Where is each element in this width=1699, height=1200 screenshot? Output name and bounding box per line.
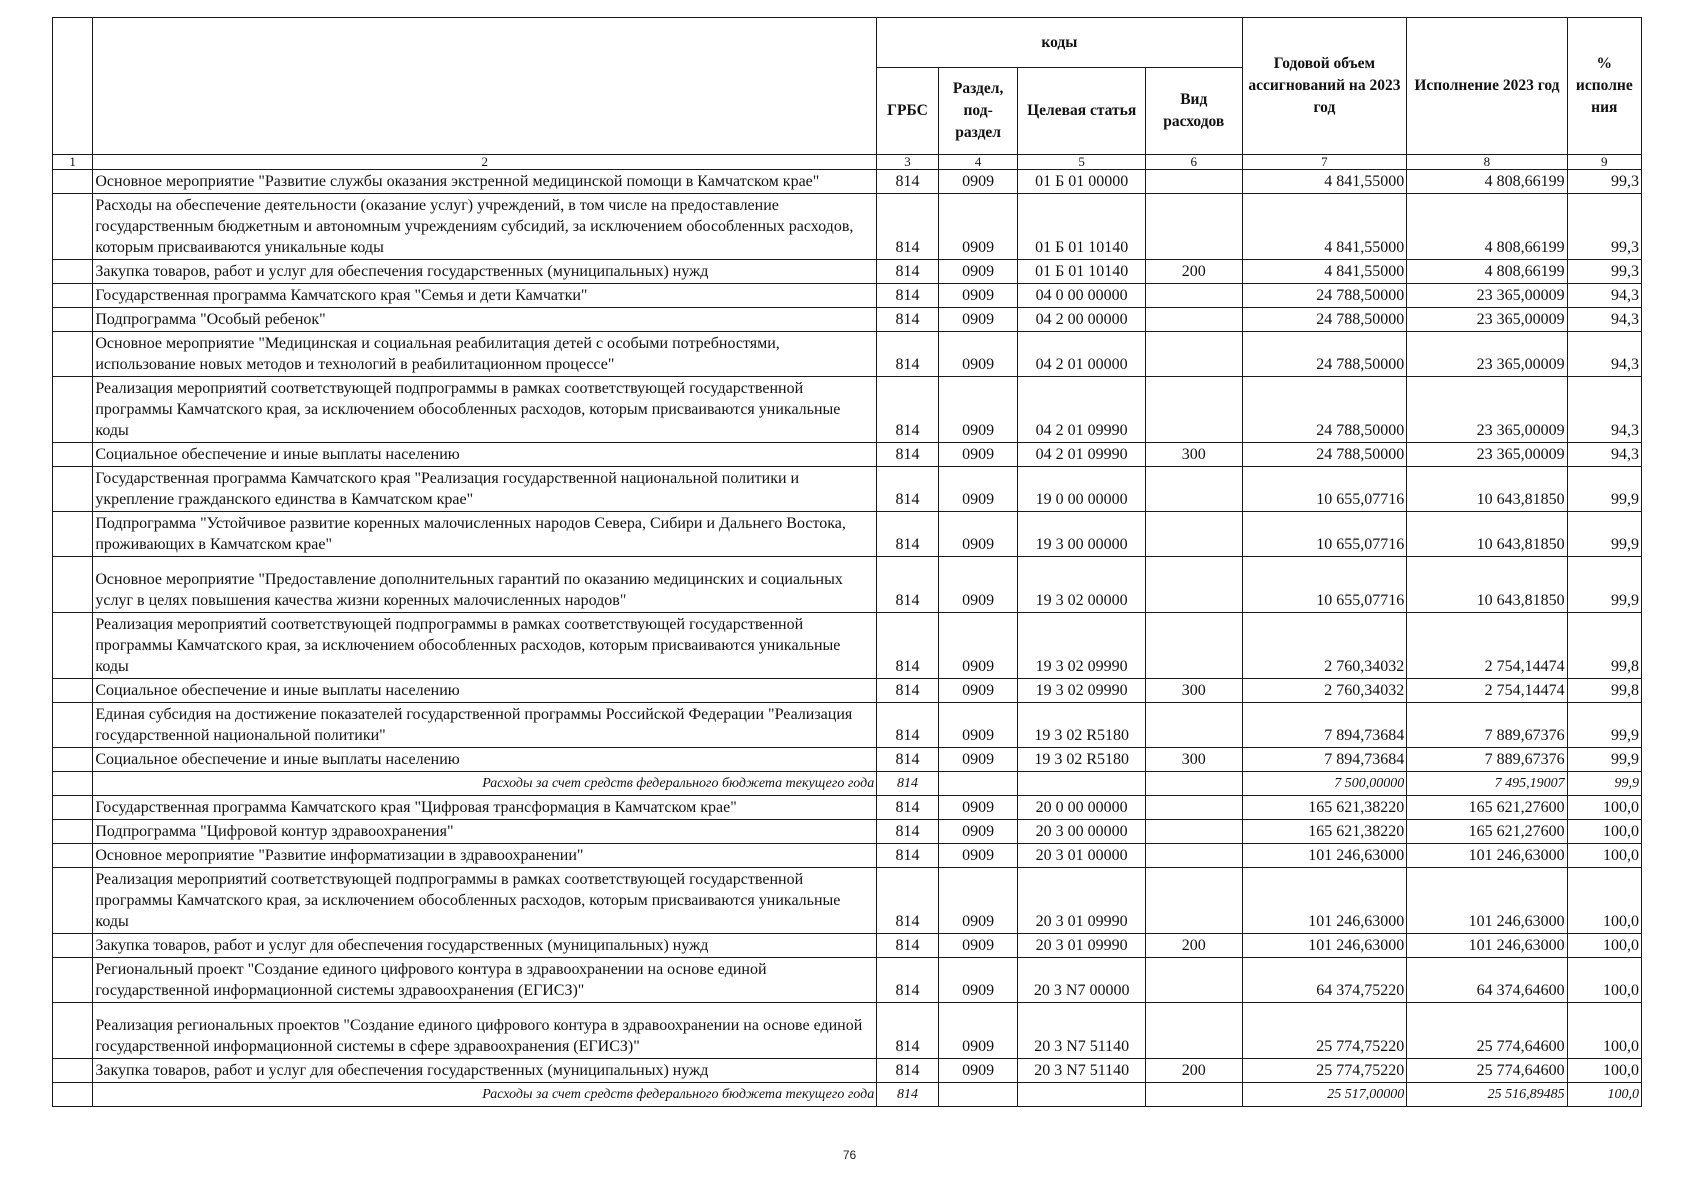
cell-annual-amount: 2 760,34032 bbox=[1242, 679, 1407, 703]
table-body bbox=[53, 170, 1642, 1107]
cell-percent: 100,0 bbox=[1567, 958, 1641, 1003]
cell-percent: 99,3 bbox=[1567, 170, 1641, 194]
cell-execution-amount: 25 774,64600 bbox=[1407, 1059, 1567, 1083]
cell-razdel: 0909 bbox=[938, 377, 1018, 443]
cell-annual-amount: 25 774,75220 bbox=[1242, 1059, 1407, 1083]
cell-name: Государственная программа Камчатского края "Семья и дети Камчатки" bbox=[93, 284, 877, 308]
cell-expense-type: 300 bbox=[1145, 679, 1242, 703]
cell-target-article: 19 3 00 00000 bbox=[1018, 512, 1145, 557]
cell-execution-amount: 23 365,00009 bbox=[1407, 443, 1567, 467]
table-row bbox=[53, 679, 1642, 703]
col-num: 1 bbox=[53, 155, 93, 170]
cell-percent: 99,8 bbox=[1567, 613, 1641, 679]
cell-target-article: 19 3 02 R5180 bbox=[1018, 703, 1145, 748]
cell-annual-amount: 2 760,34032 bbox=[1242, 613, 1407, 679]
table-row bbox=[53, 194, 1642, 260]
cell-grbs: 814 bbox=[877, 332, 939, 377]
cell-execution-amount: 4 808,66199 bbox=[1407, 194, 1567, 260]
cell-name: Региональный проект "Создание единого цифрового контура в здравоохранении на основе единой государственной информационной системы здравоохранения (ЕГИСЗ)" bbox=[93, 958, 877, 1003]
cell-index bbox=[53, 820, 93, 844]
cell-target-article: 20 3 00 00000 bbox=[1018, 820, 1145, 844]
cell-annual-amount: 10 655,07716 bbox=[1242, 512, 1407, 557]
header-razdel: Раздел, под-раздел bbox=[938, 68, 1018, 155]
cell-target-article: 19 0 00 00000 bbox=[1018, 467, 1145, 512]
cell-index bbox=[53, 260, 93, 284]
cell-index bbox=[53, 613, 93, 679]
cell-grbs: 814 bbox=[877, 613, 939, 679]
cell-percent: 99,9 bbox=[1567, 512, 1641, 557]
cell-name: Социальное обеспечение и иные выплаты населению bbox=[93, 679, 877, 703]
table-row bbox=[53, 613, 1642, 679]
table-row bbox=[53, 377, 1642, 443]
cell-razdel: 0909 bbox=[938, 467, 1018, 512]
cell-razdel: 0909 bbox=[938, 748, 1018, 772]
cell-execution-amount: 25 516,89485 bbox=[1407, 1083, 1567, 1107]
header-blank-1 bbox=[53, 18, 93, 155]
cell-target-article: 19 3 02 00000 bbox=[1018, 557, 1145, 613]
cell-index bbox=[53, 844, 93, 868]
cell-target-article: 20 3 01 09990 bbox=[1018, 934, 1145, 958]
cell-expense-type: 200 bbox=[1145, 1059, 1242, 1083]
cell-expense-type bbox=[1145, 820, 1242, 844]
cell-name: Расходы на обеспечение деятельности (оказание услуг) учреждений, в том числе на предоставление государственным бюджетным и автономным учреждениям субсидий, за исключением обособленных расходов, которым присваиваются уникальные коды bbox=[93, 194, 877, 260]
cell-razdel: 0909 bbox=[938, 868, 1018, 934]
cell-expense-type bbox=[1145, 170, 1242, 194]
cell-annual-amount: 24 788,50000 bbox=[1242, 377, 1407, 443]
cell-target-article: 20 3 N7 51140 bbox=[1018, 1003, 1145, 1059]
cell-index bbox=[53, 170, 93, 194]
cell-annual-amount: 64 374,75220 bbox=[1242, 958, 1407, 1003]
cell-index bbox=[53, 308, 93, 332]
table-row bbox=[53, 772, 1642, 796]
cell-name: Реализация мероприятий соответствующей подпрограммы в рамках соответствующей государственной программы Камчатского края, за исключением обособленных расходов, которым присваиваются уникальные коды bbox=[93, 377, 877, 443]
cell-index bbox=[53, 1003, 93, 1059]
cell-annual-amount: 7 500,00000 bbox=[1242, 772, 1407, 796]
cell-razdel: 0909 bbox=[938, 796, 1018, 820]
cell-annual-amount: 10 655,07716 bbox=[1242, 557, 1407, 613]
table-row bbox=[53, 260, 1642, 284]
cell-grbs: 814 bbox=[877, 844, 939, 868]
col-num: 6 bbox=[1145, 155, 1242, 170]
cell-grbs: 814 bbox=[877, 958, 939, 1003]
cell-name: Государственная программа Камчатского края "Цифровая трансформация в Камчатском крае" bbox=[93, 796, 877, 820]
cell-razdel: 0909 bbox=[938, 260, 1018, 284]
cell-execution-amount: 2 754,14474 bbox=[1407, 613, 1567, 679]
cell-target-article: 20 3 01 09990 bbox=[1018, 868, 1145, 934]
cell-razdel: 0909 bbox=[938, 613, 1018, 679]
cell-expense-type: 200 bbox=[1145, 934, 1242, 958]
cell-razdel: 0909 bbox=[938, 844, 1018, 868]
table-row bbox=[53, 748, 1642, 772]
cell-target-article: 04 2 01 09990 bbox=[1018, 443, 1145, 467]
cell-execution-amount: 4 808,66199 bbox=[1407, 260, 1567, 284]
cell-percent: 99,9 bbox=[1567, 748, 1641, 772]
table-row bbox=[53, 820, 1642, 844]
cell-razdel: 0909 bbox=[938, 332, 1018, 377]
cell-expense-type bbox=[1145, 796, 1242, 820]
cell-execution-amount: 23 365,00009 bbox=[1407, 308, 1567, 332]
cell-name: Основное мероприятие "Медицинская и социальная реабилитация детей с особыми потребностями, использование новых методов и технологий в реабилитационном процессе" bbox=[93, 332, 877, 377]
header-blank-2 bbox=[93, 18, 877, 155]
cell-name: Расходы за счет средств федерального бюджета текущего года bbox=[93, 1083, 877, 1107]
cell-target-article bbox=[1018, 1083, 1145, 1107]
cell-target-article: 20 0 00 00000 bbox=[1018, 796, 1145, 820]
table-row bbox=[53, 284, 1642, 308]
table-row bbox=[53, 308, 1642, 332]
cell-razdel: 0909 bbox=[938, 1059, 1018, 1083]
cell-name: Основное мероприятие "Предоставление дополнительных гарантий по оказанию медицинских и социальных услуг в целях повышения качества жизни коренных малочисленных народов" bbox=[93, 557, 877, 613]
cell-percent: 99,3 bbox=[1567, 260, 1641, 284]
cell-target-article: 01 Б 01 10140 bbox=[1018, 260, 1145, 284]
header-percent: % исполне ния bbox=[1567, 18, 1641, 155]
cell-annual-amount: 25 774,75220 bbox=[1242, 1003, 1407, 1059]
cell-grbs: 814 bbox=[877, 868, 939, 934]
cell-razdel: 0909 bbox=[938, 679, 1018, 703]
table-row bbox=[53, 796, 1642, 820]
cell-razdel: 0909 bbox=[938, 1003, 1018, 1059]
cell-execution-amount: 165 621,27600 bbox=[1407, 796, 1567, 820]
cell-name: Социальное обеспечение и иные выплаты населению bbox=[93, 748, 877, 772]
cell-name: Закупка товаров, работ и услуг для обеспечения государственных (муниципальных) нужд bbox=[93, 260, 877, 284]
cell-annual-amount: 24 788,50000 bbox=[1242, 284, 1407, 308]
cell-execution-amount: 4 808,66199 bbox=[1407, 170, 1567, 194]
cell-grbs: 814 bbox=[877, 703, 939, 748]
cell-name: Подпрограмма "Цифровой контур здравоохранения" bbox=[93, 820, 877, 844]
cell-target-article: 20 3 N7 51140 bbox=[1018, 1059, 1145, 1083]
cell-annual-amount: 24 788,50000 bbox=[1242, 308, 1407, 332]
header-celevaya: Целевая статья bbox=[1018, 68, 1145, 155]
cell-grbs: 814 bbox=[877, 260, 939, 284]
cell-target-article: 04 2 00 00000 bbox=[1018, 308, 1145, 332]
table-row bbox=[53, 467, 1642, 512]
cell-execution-amount: 10 643,81850 bbox=[1407, 512, 1567, 557]
cell-target-article: 20 3 01 00000 bbox=[1018, 844, 1145, 868]
cell-execution-amount: 10 643,81850 bbox=[1407, 467, 1567, 512]
cell-grbs: 814 bbox=[877, 377, 939, 443]
cell-expense-type bbox=[1145, 308, 1242, 332]
cell-razdel: 0909 bbox=[938, 170, 1018, 194]
header-vid: Вид расходов bbox=[1145, 68, 1242, 155]
cell-execution-amount: 7 889,67376 bbox=[1407, 703, 1567, 748]
header-annual: Годовой объем ассигнований на 2023 год bbox=[1242, 18, 1407, 155]
budget-table-sheet bbox=[52, 17, 1642, 1107]
cell-percent: 99,9 bbox=[1567, 772, 1641, 796]
cell-percent: 99,3 bbox=[1567, 194, 1641, 260]
cell-annual-amount: 165 621,38220 bbox=[1242, 796, 1407, 820]
cell-execution-amount: 25 774,64600 bbox=[1407, 1003, 1567, 1059]
cell-name: Подпрограмма "Особый ребенок" bbox=[93, 308, 877, 332]
cell-percent: 99,9 bbox=[1567, 467, 1641, 512]
cell-name: Расходы за счет средств федерального бюджета текущего года bbox=[93, 772, 877, 796]
cell-expense-type bbox=[1145, 772, 1242, 796]
table-row bbox=[53, 958, 1642, 1003]
cell-name: Закупка товаров, работ и услуг для обеспечения государственных (муниципальных) нужд bbox=[93, 1059, 877, 1083]
cell-annual-amount: 4 841,55000 bbox=[1242, 170, 1407, 194]
header-codes: коды bbox=[877, 18, 1242, 68]
cell-index bbox=[53, 1083, 93, 1107]
cell-percent: 100,0 bbox=[1567, 820, 1641, 844]
table-row bbox=[53, 868, 1642, 934]
cell-annual-amount: 10 655,07716 bbox=[1242, 467, 1407, 512]
cell-razdel: 0909 bbox=[938, 703, 1018, 748]
cell-annual-amount: 25 517,00000 bbox=[1242, 1083, 1407, 1107]
cell-annual-amount: 101 246,63000 bbox=[1242, 844, 1407, 868]
cell-annual-amount: 7 894,73684 bbox=[1242, 748, 1407, 772]
cell-percent: 100,0 bbox=[1567, 1003, 1641, 1059]
cell-percent: 99,8 bbox=[1567, 679, 1641, 703]
cell-index bbox=[53, 194, 93, 260]
cell-percent: 94,3 bbox=[1567, 284, 1641, 308]
cell-percent: 100,0 bbox=[1567, 796, 1641, 820]
cell-grbs: 814 bbox=[877, 284, 939, 308]
cell-target-article: 04 2 01 00000 bbox=[1018, 332, 1145, 377]
cell-target-article: 20 3 N7 00000 bbox=[1018, 958, 1145, 1003]
cell-execution-amount: 2 754,14474 bbox=[1407, 679, 1567, 703]
cell-expense-type bbox=[1145, 703, 1242, 748]
cell-execution-amount: 64 374,64600 bbox=[1407, 958, 1567, 1003]
cell-execution-amount: 101 246,63000 bbox=[1407, 934, 1567, 958]
cell-name: Подпрограмма "Устойчивое развитие коренных малочисленных народов Севера, Сибири и Дальнего Востока, проживающих в Камчатском крае" bbox=[93, 512, 877, 557]
cell-percent: 94,3 bbox=[1567, 332, 1641, 377]
cell-razdel: 0909 bbox=[938, 820, 1018, 844]
cell-razdel: 0909 bbox=[938, 443, 1018, 467]
table-row bbox=[53, 443, 1642, 467]
cell-expense-type bbox=[1145, 194, 1242, 260]
cell-razdel: 0909 bbox=[938, 557, 1018, 613]
cell-razdel bbox=[938, 1083, 1018, 1107]
cell-grbs: 814 bbox=[877, 796, 939, 820]
cell-target-article bbox=[1018, 772, 1145, 796]
cell-execution-amount: 10 643,81850 bbox=[1407, 557, 1567, 613]
table-row bbox=[53, 332, 1642, 377]
cell-target-article: 19 3 02 R5180 bbox=[1018, 748, 1145, 772]
cell-annual-amount: 4 841,55000 bbox=[1242, 194, 1407, 260]
cell-expense-type bbox=[1145, 557, 1242, 613]
cell-name: Реализация региональных проектов "Создание единого цифрового контура в здравоохранении на основе единой государственной информационной системы в сфере здравоохранения (ЕГИСЗ)" bbox=[93, 1003, 877, 1059]
cell-razdel: 0909 bbox=[938, 284, 1018, 308]
cell-name: Основное мероприятие "Развитие службы оказания экстренной медицинской помощи в Камчатском крае" bbox=[93, 170, 877, 194]
cell-index bbox=[53, 703, 93, 748]
col-num: 5 bbox=[1018, 155, 1145, 170]
cell-percent: 94,3 bbox=[1567, 377, 1641, 443]
cell-index bbox=[53, 467, 93, 512]
cell-percent: 100,0 bbox=[1567, 868, 1641, 934]
cell-grbs: 814 bbox=[877, 170, 939, 194]
cell-percent: 99,9 bbox=[1567, 703, 1641, 748]
cell-execution-amount: 7 889,67376 bbox=[1407, 748, 1567, 772]
cell-name: Реализация мероприятий соответствующей подпрограммы в рамках соответствующей государственной программы Камчатского края, за исключением обособленных расходов, которым присваиваются уникальные коды bbox=[93, 613, 877, 679]
cell-target-article: 04 0 00 00000 bbox=[1018, 284, 1145, 308]
cell-razdel bbox=[938, 772, 1018, 796]
col-num: 3 bbox=[877, 155, 939, 170]
cell-index bbox=[53, 377, 93, 443]
cell-expense-type bbox=[1145, 1003, 1242, 1059]
cell-name: Основное мероприятие "Развитие информатизации в здравоохранении" bbox=[93, 844, 877, 868]
cell-target-article: 04 2 01 09990 bbox=[1018, 377, 1145, 443]
cell-percent: 94,3 bbox=[1567, 443, 1641, 467]
cell-razdel: 0909 bbox=[938, 934, 1018, 958]
cell-execution-amount: 23 365,00009 bbox=[1407, 332, 1567, 377]
table-row bbox=[53, 512, 1642, 557]
cell-grbs: 814 bbox=[877, 820, 939, 844]
cell-index bbox=[53, 958, 93, 1003]
cell-percent: 100,0 bbox=[1567, 844, 1641, 868]
cell-expense-type bbox=[1145, 958, 1242, 1003]
cell-expense-type bbox=[1145, 377, 1242, 443]
cell-index bbox=[53, 443, 93, 467]
header-execution: Исполнение 2023 год bbox=[1407, 18, 1567, 155]
cell-percent: 100,0 bbox=[1567, 1083, 1641, 1107]
cell-annual-amount: 101 246,63000 bbox=[1242, 868, 1407, 934]
cell-name: Государственная программа Камчатского края "Реализация государственной национальной политики и укрепление гражданского единства в Камчатском крае" bbox=[93, 467, 877, 512]
cell-grbs: 814 bbox=[877, 772, 939, 796]
cell-index bbox=[53, 748, 93, 772]
cell-index bbox=[53, 512, 93, 557]
table-row bbox=[53, 1083, 1642, 1107]
cell-execution-amount: 7 495,19007 bbox=[1407, 772, 1567, 796]
column-number-row bbox=[53, 155, 1642, 170]
cell-percent: 100,0 bbox=[1567, 1059, 1641, 1083]
cell-index bbox=[53, 796, 93, 820]
cell-index bbox=[53, 934, 93, 958]
cell-percent: 100,0 bbox=[1567, 934, 1641, 958]
cell-name: Закупка товаров, работ и услуг для обеспечения государственных (муниципальных) нужд bbox=[93, 934, 877, 958]
cell-execution-amount: 101 246,63000 bbox=[1407, 868, 1567, 934]
cell-razdel: 0909 bbox=[938, 194, 1018, 260]
cell-expense-type bbox=[1145, 332, 1242, 377]
cell-expense-type: 200 bbox=[1145, 260, 1242, 284]
cell-grbs: 814 bbox=[877, 1059, 939, 1083]
table-row bbox=[53, 1003, 1642, 1059]
cell-annual-amount: 24 788,50000 bbox=[1242, 443, 1407, 467]
cell-annual-amount: 24 788,50000 bbox=[1242, 332, 1407, 377]
col-num: 8 bbox=[1407, 155, 1567, 170]
cell-execution-amount: 23 365,00009 bbox=[1407, 284, 1567, 308]
cell-execution-amount: 101 246,63000 bbox=[1407, 844, 1567, 868]
table-row bbox=[53, 170, 1642, 194]
cell-percent: 99,9 bbox=[1567, 557, 1641, 613]
budget-table bbox=[52, 17, 1642, 1107]
cell-target-article: 01 Б 01 00000 bbox=[1018, 170, 1145, 194]
cell-index bbox=[53, 868, 93, 934]
cell-percent: 94,3 bbox=[1567, 308, 1641, 332]
cell-target-article: 19 3 02 09990 bbox=[1018, 679, 1145, 703]
cell-annual-amount: 101 246,63000 bbox=[1242, 934, 1407, 958]
cell-expense-type bbox=[1145, 467, 1242, 512]
col-num: 9 bbox=[1567, 155, 1641, 170]
cell-expense-type: 300 bbox=[1145, 443, 1242, 467]
cell-name: Единая субсидия на достижение показателей государственной программы Российской Федерации "Реализация государственной национальной политики" bbox=[93, 703, 877, 748]
page-number: 76 bbox=[842, 1148, 857, 1162]
cell-razdel: 0909 bbox=[938, 308, 1018, 332]
cell-annual-amount: 165 621,38220 bbox=[1242, 820, 1407, 844]
cell-index bbox=[53, 557, 93, 613]
cell-expense-type bbox=[1145, 1083, 1242, 1107]
cell-grbs: 814 bbox=[877, 308, 939, 332]
cell-index bbox=[53, 284, 93, 308]
cell-execution-amount: 23 365,00009 bbox=[1407, 377, 1567, 443]
table-row bbox=[53, 703, 1642, 748]
cell-grbs: 814 bbox=[877, 512, 939, 557]
cell-index bbox=[53, 1059, 93, 1083]
table-row bbox=[53, 844, 1642, 868]
cell-grbs: 814 bbox=[877, 1003, 939, 1059]
cell-target-article: 19 3 02 09990 bbox=[1018, 613, 1145, 679]
cell-grbs: 814 bbox=[877, 679, 939, 703]
table-row bbox=[53, 934, 1642, 958]
col-num: 4 bbox=[938, 155, 1018, 170]
cell-target-article: 01 Б 01 10140 bbox=[1018, 194, 1145, 260]
cell-execution-amount: 165 621,27600 bbox=[1407, 820, 1567, 844]
cell-annual-amount: 7 894,73684 bbox=[1242, 703, 1407, 748]
cell-name: Реализация мероприятий соответствующей подпрограммы в рамках соответствующей государственной программы Камчатского края, за исключением обособленных расходов, которым присваиваются уникальные коды bbox=[93, 868, 877, 934]
cell-grbs: 814 bbox=[877, 443, 939, 467]
cell-expense-type bbox=[1145, 284, 1242, 308]
cell-grbs: 814 bbox=[877, 557, 939, 613]
table-row bbox=[53, 557, 1642, 613]
cell-grbs: 814 bbox=[877, 748, 939, 772]
header-grbs: ГРБС bbox=[877, 68, 939, 155]
cell-grbs: 814 bbox=[877, 1083, 939, 1107]
cell-expense-type bbox=[1145, 613, 1242, 679]
cell-grbs: 814 bbox=[877, 934, 939, 958]
cell-grbs: 814 bbox=[877, 467, 939, 512]
cell-index bbox=[53, 332, 93, 377]
cell-annual-amount: 4 841,55000 bbox=[1242, 260, 1407, 284]
cell-razdel: 0909 bbox=[938, 512, 1018, 557]
col-num: 7 bbox=[1242, 155, 1407, 170]
col-num: 2 bbox=[93, 155, 877, 170]
cell-expense-type: 300 bbox=[1145, 748, 1242, 772]
cell-expense-type bbox=[1145, 844, 1242, 868]
cell-expense-type bbox=[1145, 868, 1242, 934]
cell-expense-type bbox=[1145, 512, 1242, 557]
cell-grbs: 814 bbox=[877, 194, 939, 260]
cell-name: Социальное обеспечение и иные выплаты населению bbox=[93, 443, 877, 467]
cell-razdel: 0909 bbox=[938, 958, 1018, 1003]
cell-index bbox=[53, 772, 93, 796]
cell-index bbox=[53, 679, 93, 703]
table-row bbox=[53, 1059, 1642, 1083]
